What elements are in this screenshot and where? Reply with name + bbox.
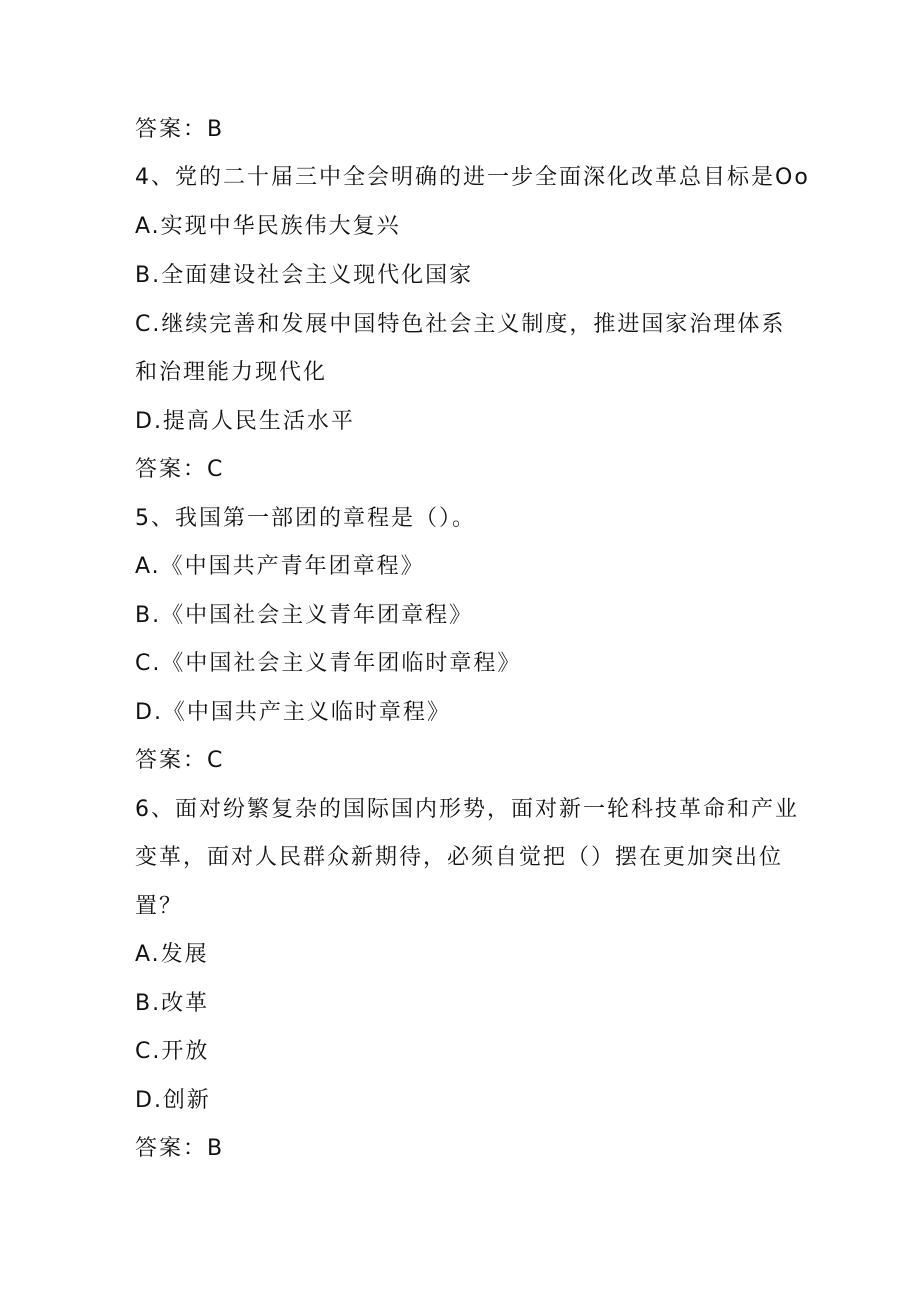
answer-line: 答案：B: [135, 117, 225, 142]
option-d: D.提高人民生活水平: [135, 409, 355, 434]
option-d: D.《中国共产主义临时章程》: [135, 700, 451, 725]
option-a: A.发展: [135, 942, 209, 967]
option-c: C.开放: [135, 1039, 210, 1064]
option-c-continued: 和治理能力现代化: [135, 360, 328, 385]
question-4-text: 4、党的二十届三中全会明确的进一步全面深化改革总目标是Oo: [135, 165, 810, 190]
answer-line: 答案：C: [135, 748, 225, 773]
question-6-text: 6、面对纷繁复杂的国际国内形势，面对新一轮科技革命和产业: [135, 797, 799, 822]
question-5-text: 5、我国第一部团的章程是（）。: [135, 506, 476, 531]
option-b: B.改革: [135, 991, 210, 1016]
option-a: A.《中国共产青年团章程》: [135, 554, 425, 579]
option-a: A.实现中华民族伟大复兴: [135, 214, 401, 239]
option-c: C.《中国社会主义青年团临时章程》: [135, 651, 522, 676]
answer-line: 答案：C: [135, 457, 225, 482]
option-d: D.创新: [135, 1088, 211, 1113]
option-c: C.继续完善和发展中国特色社会主义制度，推进国家治理体系: [135, 312, 786, 337]
question-6-text-continued: 变革，面对人民群众新期待，必须自觉把（）摆在更加突出位: [135, 845, 784, 870]
option-b: B.《中国社会主义青年团章程》: [135, 603, 474, 628]
question-6-text-end: 置？: [135, 894, 184, 919]
option-b: B.全面建设社会主义现代化国家: [135, 263, 474, 288]
answer-line: 答案：B: [135, 1136, 225, 1161]
